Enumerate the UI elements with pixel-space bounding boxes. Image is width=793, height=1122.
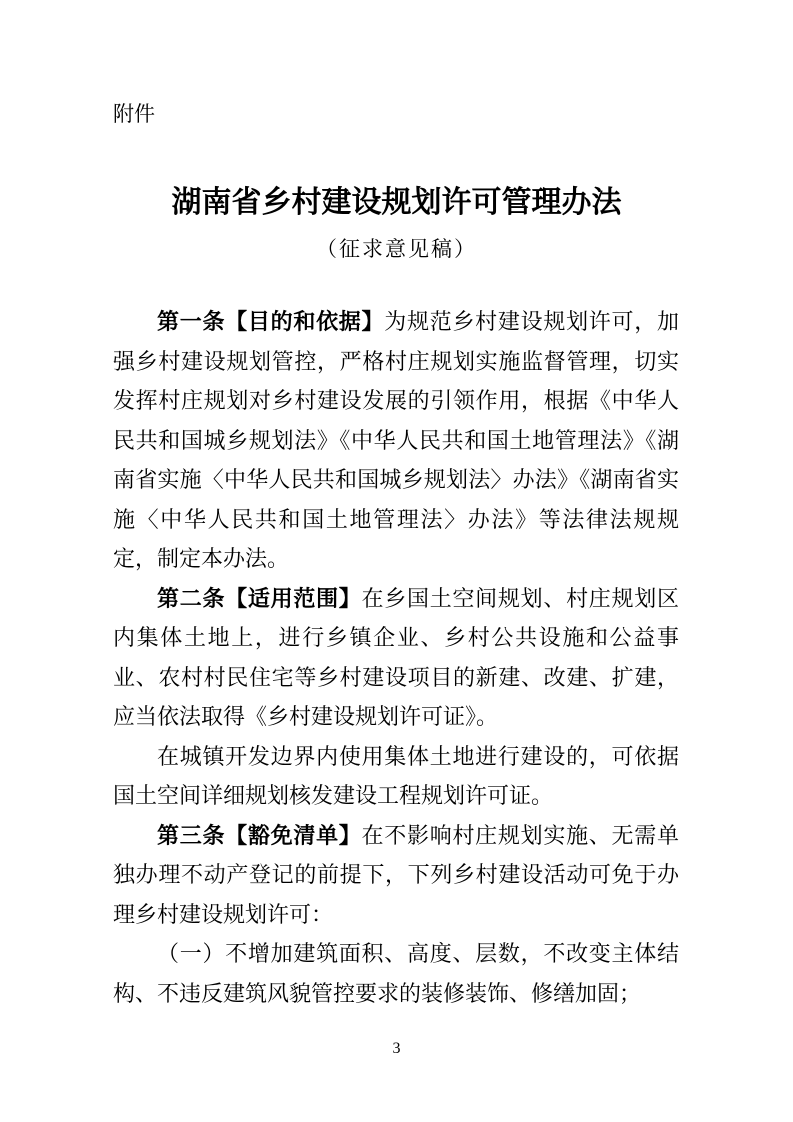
document-body — [113, 302, 679, 1013]
article-3-item-1-text: （一）不增加建筑面积、高度、层数，不改变主体结构、不违反建筑风貌管控要求的装修装饰、修缮加固； — [113, 941, 679, 1006]
document-subtitle: （征求意见稿） — [316, 237, 477, 261]
article-2-lead: 第二条【适用范围】 — [157, 585, 362, 611]
paragraph-article-1 — [113, 302, 679, 579]
page-number: 3 — [392, 1040, 401, 1057]
paragraph-article-3 — [113, 816, 679, 935]
article-1-text: 为规范乡村建设规划许可，加强乡村建设规划管控，严格村庄规划实施监督管理，切实发挥村庄规划对乡村建设发展的引领作用，根据《中华人民共和国城乡规划法》《中华人民共和国土地管理法》《湖南省实施〈中华人民共和国城乡规划法〉办法》《湖南省实施〈中华人民共和国土地管理法〉办法》等法律法规规定，制定本办法。 — [113, 309, 679, 571]
article-3-lead: 第三条【豁免清单】 — [157, 822, 362, 848]
article-2-text: 在乡国土空间规划、村庄规划区内集体土地上，进行乡镇企业、乡村公共设施和公益事业、农村村民住宅等乡村建设项目的新建、改建、扩建，应当依法取得《乡村建设规划许可证》。 — [113, 585, 679, 729]
article-1-lead: 第一条【目的和依据】 — [157, 309, 385, 334]
paragraph-article-2 — [113, 579, 679, 737]
attachment-label: 附件 — [113, 103, 155, 126]
article-2-continued-text: 在城镇开发边界内使用集体土地进行建设的，可依据国土空间详细规划核发建设工程规划许可证。 — [113, 743, 679, 808]
paragraph-article-3-item-1 — [113, 934, 679, 1013]
paragraph-article-2-continued — [113, 737, 679, 816]
document-title: 湖南省乡村建设规划许可管理办法 — [171, 186, 622, 219]
article-3-text: 在不影响村庄规划实施、无需单独办理不动产登记的前提下，下列乡村建设活动可免于办理乡村建设规划许可： — [113, 822, 679, 927]
